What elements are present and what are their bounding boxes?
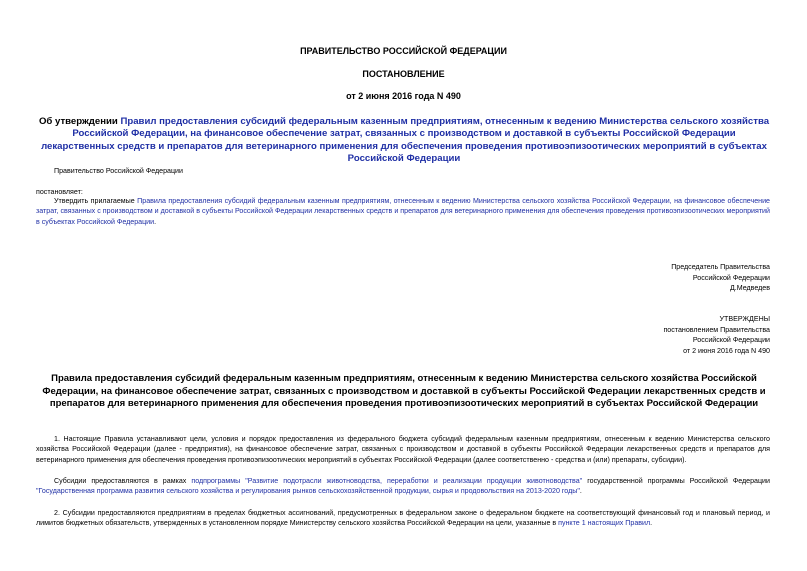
resolves-line: постановляет:: [36, 188, 83, 196]
subprogram-link[interactable]: подпрограммы "Развитие подотрасли животноводства, переработки и реализации продукции животноводства": [191, 477, 583, 485]
signature-line-2: Российской Федерации: [692, 273, 770, 282]
signature-line-1: Председатель Правительства: [671, 263, 770, 271]
signature-block: [620, 262, 770, 294]
p1b-prefix: Субсидии предоставляются в рамках: [54, 477, 192, 485]
state-program-link[interactable]: "Государственная программа развития сельского хозяйства и регулирования рынков сельскохозяйственной продукции, сырья и продовольствия на 2013-2020 годы": [36, 487, 580, 496]
title-link[interactable]: Правил предоставления субсидий федеральным казенным предприятиям, отнесенным к ведению Министерства сельского хозяйства Российской Федерации, на финансовое обеспечение затрат, связанных с производством и доставкой в субъекты Российской Федерации лекарственных средств и препаратов для ветеринарного применения для обеспечения проведения противоэпизоотических мероприятий в субъектах Российской Федерации: [41, 116, 770, 164]
date-number: от 2 июня 2016 года N 490: [346, 91, 461, 101]
government-heading: ПРАВИТЕЛЬСТВО РОССИЙСКОЙ ФЕДЕРАЦИИ: [300, 46, 507, 56]
approved-line-3: Российской Федерации: [692, 336, 770, 345]
approve-paragraph: [36, 196, 770, 227]
p2-suffix: .: [650, 519, 653, 528]
approve-prefix: Утвердить прилагаемые: [54, 197, 138, 205]
approve-link[interactable]: Правила предоставления субсидий федеральным казенным предприятиям, отнесенным к ведению Министерства сельского хозяйства Российской Федерации, на финансовое обеспечение затрат, связанных с производством и доставкой в субъекты Российской Федерации лекарственных средств и препаратов для ветеринарного применения для обеспечения проведения противоэпизоотических мероприятий в субъектах Российской Федерации: [36, 197, 770, 226]
approved-line-4: от 2 июня 2016 года N 490: [683, 346, 770, 355]
approved-line-1: УТВЕРЖДЕНЫ: [719, 315, 770, 323]
approved-line-2: постановлением Правительства: [663, 325, 770, 334]
p1b-mid: государственной программы Российской Федерации: [582, 477, 770, 485]
government-line: Правительство Российской Федерации: [54, 167, 183, 175]
approved-block: [620, 314, 770, 356]
approve-suffix: .: [154, 217, 157, 226]
document-title: [36, 116, 772, 165]
paragraph-2: [36, 508, 770, 529]
signature-line-3: Д.Медведев: [729, 284, 770, 293]
paragraph-1b: [36, 476, 770, 497]
rules-title: Правила предоставления субсидий федеральным казенным предприятиям, отнесенным к ведению Министерства сельского хозяйства Российской Федерации, на финансовое обеспечение затрат, связанных с производством и доставкой в субъекты Российской Федерации лекарственных средств и препаратов для ветеринарного применения для обеспечения проведения противоэпизоотических мероприятий в субъектах Российской Федерации: [42, 373, 766, 410]
title-prefix: Об утверждении: [38, 116, 121, 127]
point-1-link[interactable]: пункте 1 настоящих Правил: [558, 519, 651, 528]
p2-prefix: 2. Субсидии предоставляются предприятиям в пределах бюджетных ассигнований, предусмотренных в федеральном законе о федеральном бюджете на соответствующий финансовый год и плановый период, и лимитов бюджетных обязательств, утвержденных в установленном порядке Министерству сельского хозяйства Российской Федерации на цели, указанные в: [36, 509, 770, 528]
doc-type-heading: ПОСТАНОВЛЕНИЕ: [362, 69, 445, 79]
p1b-suffix: .: [579, 487, 582, 496]
paragraph-1: 1. Настоящие Правила устанавливают цели, условия и порядок предоставления из федерального бюджета субсидий федеральным казенным предприятиям, отнесенным к ведению Министерства сельского хозяйства Российской Федерации (далее - предприятия), на финансовое обеспечение затрат, связанных с производством и доставкой в субъекты Российской Федерации лекарственных средств и препаратов для ветеринарного применения для обеспечения проведения противоэпизоотических мероприятий в субъектах Российской Федерации (далее соответственно - средства и (или) препараты, субсидии).: [36, 435, 770, 464]
